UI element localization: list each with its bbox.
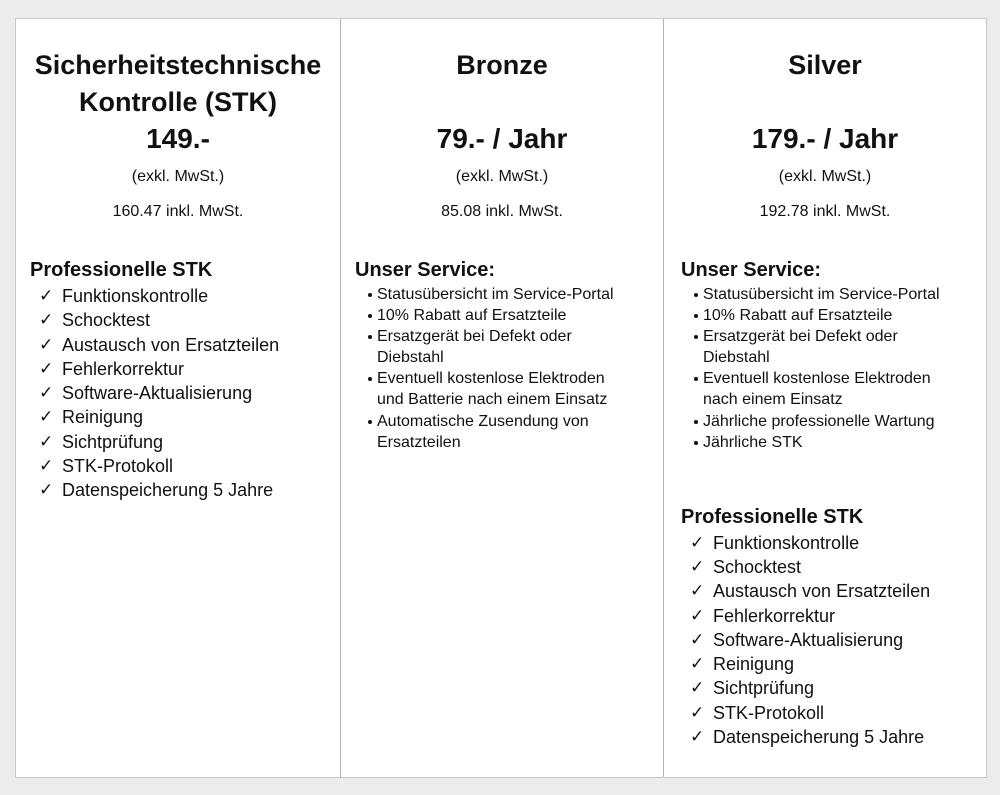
list-item [355,284,622,305]
check-icon [690,676,710,700]
plan-title: Sicherheitstechnische Kontrolle (STK) [34,50,322,117]
bullet-icon [694,420,698,424]
list-item-text: Austausch von Ersatzteilen [713,581,931,602]
check-icon [39,333,59,357]
price-excl-vat-note: (exkl. MwSt.) [778,168,872,185]
check-icon [39,405,59,429]
list-item [30,454,340,478]
plan-price: 149.- [146,123,210,154]
plan-title: Bronze [456,50,548,80]
list-item [681,368,948,410]
feature-checklist [681,531,986,749]
bullet-icon [694,314,698,318]
list-item-text: 10% Rabatt auf Ersatzteile [703,307,893,325]
check-icon [690,701,710,725]
list-item-text: Reinigung [713,654,795,674]
check-icon [690,531,710,555]
bullet-icon [368,293,372,297]
list-item-text: Ersatzgerät bei Defekt oder Diebstahl [377,328,572,367]
check-icon [690,604,710,628]
list-item [681,305,948,326]
list-item [681,701,986,725]
list-item-text: Schocktest [713,557,802,577]
list-item-text: Datenspeicherung 5 Jahre [62,480,274,500]
list-item-text: Statusübersicht im Service-Portal [703,286,940,303]
price-excl-vat-note: (exkl. MwSt.) [131,168,225,185]
list-item [355,411,622,453]
bullet-icon [694,441,698,445]
list-item [30,430,340,454]
check-icon [690,628,710,652]
list-item-text: Fehlerkorrektur [713,605,836,626]
list-item [355,305,622,326]
plan-column-silver [663,19,986,777]
list-item-text: Datenspeicherung 5 Jahre [713,726,925,747]
plan-column-bronze [340,19,663,777]
list-item [681,284,948,305]
plan-features [30,258,340,502]
list-item-text: Funktionskontrolle [713,532,860,553]
list-item-text: STK-Protokoll [713,702,825,723]
feature-section [681,505,986,749]
check-icon [39,308,59,332]
list-item-text: Jährliche STK [703,433,803,451]
check-icon [39,478,59,502]
list-item [681,579,986,603]
list-item-text: Eventuell kostenlose Elektroden nach einem Einsatz [703,370,931,409]
check-icon [690,652,710,676]
feature-section-heading: Unser Service: [681,259,822,281]
list-item [30,381,340,405]
list-item [681,725,986,749]
list-item [355,368,622,410]
list-item [355,326,622,368]
plan-features [681,258,986,749]
check-icon [39,430,59,454]
list-item-text: Sichtprüfung [713,678,815,699]
bullet-icon [368,335,372,339]
feature-bullet-list [355,284,663,453]
price-incl-vat: 160.47 inkl. MwSt. [112,203,244,220]
plan-price: 179.- / Jahr [751,123,899,154]
check-icon [690,725,710,749]
price-incl-vat: 192.78 inkl. MwSt. [759,203,891,220]
list-item [681,531,986,555]
feature-bullet-list [681,284,986,453]
list-item [30,478,340,502]
list-item-text: Schocktest [62,310,151,331]
feature-section-heading: Professionelle STK [30,259,213,281]
list-item [681,652,986,676]
bullet-icon [694,335,698,339]
check-icon [39,454,59,478]
plan-column-stk [16,19,340,777]
list-item-text: Ersatzgerät bei Defekt oder Diebstahl [703,328,898,367]
list-item [681,676,986,700]
list-item [681,411,948,432]
list-item [681,432,948,453]
list-item-text: Jährliche professionelle Wartung [703,412,935,430]
list-item-text: STK-Protokoll [62,455,174,476]
bullet-icon [368,420,372,424]
feature-checklist [30,284,340,502]
check-icon [39,381,59,405]
price-incl-vat: 85.08 inkl. MwSt. [441,203,563,220]
list-item [30,284,340,308]
list-item-text: Software-Aktualisierung [62,383,253,403]
list-item [30,357,340,381]
bullet-icon [368,314,372,318]
check-icon [690,555,710,579]
list-item [681,604,986,628]
list-item [681,555,986,579]
list-item [681,326,948,368]
list-item-text: Reinigung [62,407,144,428]
list-item-text: 10% Rabatt auf Ersatzteile [377,307,567,325]
list-item-text: Austausch von Ersatzteilen [62,334,280,355]
plan-title: Silver [788,50,862,80]
list-item-text: Funktionskontrolle [62,286,209,306]
check-icon [39,284,59,308]
plan-features [355,258,663,453]
plan-price: 79.- / Jahr [436,123,568,154]
check-icon [690,579,710,603]
list-item [30,333,340,357]
list-item-text: Statusübersicht im Service-Portal [377,286,614,303]
feature-section-heading: Professionelle STK [681,505,864,528]
list-item-text: Automatische Zusendung von Ersatzteilen [377,412,589,451]
check-icon [39,357,59,381]
pricing-table [15,18,987,778]
bullet-icon [694,293,698,297]
list-item-text: Eventuell kostenlose Elektroden und Batterie nach einem Einsatz [377,370,608,409]
price-excl-vat-note: (exkl. MwSt.) [455,168,549,185]
bullet-icon [368,377,372,381]
bullet-icon [694,377,698,381]
feature-section [355,258,663,453]
list-item-text: Sichtprüfung [62,431,164,452]
list-item [681,628,986,652]
list-item-text: Fehlerkorrektur [62,358,185,379]
list-item [30,308,340,332]
list-item-text: Software-Aktualisierung [713,629,904,650]
feature-section-heading: Unser Service: [355,259,496,281]
feature-section [30,258,340,502]
feature-section [681,258,986,453]
list-item [30,405,340,429]
